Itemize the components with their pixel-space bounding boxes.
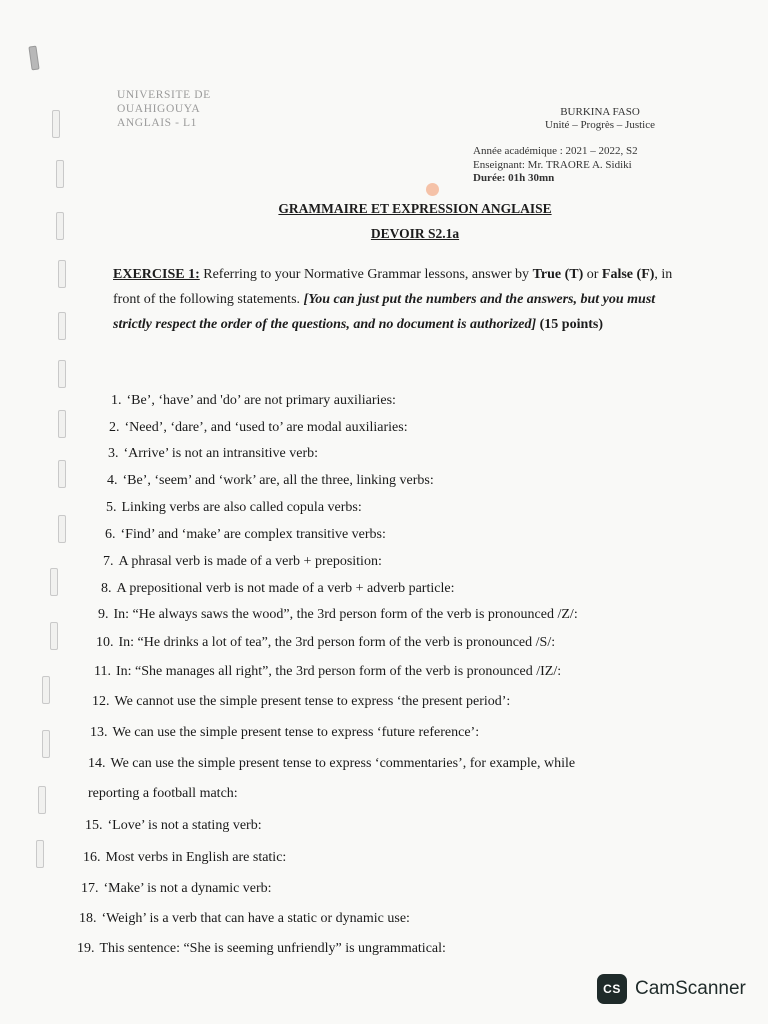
binding-hole <box>56 160 64 188</box>
question-number: 19. <box>77 941 95 956</box>
question-number: 12. <box>92 694 110 709</box>
question-text-continued: reporting a football match: <box>88 786 238 801</box>
question-text: In: “He drinks a lot of tea”, the 3rd person form of the verb is pronounced /S/: <box>118 635 556 650</box>
question-number: 11. <box>94 664 111 679</box>
question-text: A phrasal verb is made of a verb + preposition: <box>118 554 382 569</box>
binding-hole <box>58 260 66 288</box>
exercise-text-2: or <box>583 267 602 282</box>
question-text: ‘Find’ and ‘make’ are complex transitive verbs: <box>120 527 386 542</box>
binding-hole <box>36 840 44 868</box>
question-number: 16. <box>83 850 101 865</box>
binding-hole <box>58 312 66 340</box>
question-text: In: “She manages all right”, the 3rd person form of the verb is pronounced /IZ/: <box>115 664 562 679</box>
stain-mark <box>426 183 439 196</box>
question-text: ‘Arrive’ is not an intransitive verb: <box>123 446 319 461</box>
question-text: A prepositional verb is not made of a verb + adverb particle: <box>116 581 455 596</box>
binding-hole <box>28 46 39 71</box>
exercise-points: (15 points) <box>536 317 604 332</box>
question-item <box>79 911 410 927</box>
question-number: 4. <box>107 473 118 488</box>
question-number: 13. <box>90 725 108 740</box>
question-text: ‘Need’, ‘dare’, and ‘used to’ are modal auxiliaries: <box>124 420 408 435</box>
question-item <box>111 393 396 409</box>
binding-hole <box>42 730 50 758</box>
question-item <box>90 725 479 741</box>
question-number: 8. <box>101 581 112 596</box>
question-item <box>77 941 446 957</box>
question-item <box>96 635 555 651</box>
page-title: GRAMMAIRE ET EXPRESSION ANGLAISE <box>278 201 552 216</box>
question-text: We can use the simple present tense to express ‘commentaries’, for example, while <box>110 756 576 771</box>
question-text: Linking verbs are also called copula verbs: <box>121 500 362 515</box>
question-text: ‘Be’, ‘have’ and 'do’ are not primary auxiliaries: <box>126 393 396 408</box>
question-item <box>103 554 382 570</box>
binding-hole <box>58 460 66 488</box>
true-label: True (T) <box>532 267 584 282</box>
question-number: 1. <box>111 393 122 408</box>
country-motto: Unité – Progrès – Justice <box>545 119 655 131</box>
question-text: Most verbs in English are static: <box>105 850 287 865</box>
country-block <box>520 106 680 132</box>
binding-hole <box>50 622 58 650</box>
university-line-3: ANGLAIS - L1 <box>117 117 198 129</box>
teacher-name: Enseignant: Mr. TRAORE A. Sidiki <box>473 158 632 171</box>
question-item <box>92 694 510 710</box>
question-number: 10. <box>96 635 114 650</box>
camscanner-label: CamScanner <box>635 978 746 999</box>
question-item <box>101 581 454 597</box>
university-line-1: UNIVERSITE DE <box>117 89 211 101</box>
binding-hole <box>52 110 60 138</box>
question-number: 5. <box>106 500 117 515</box>
university-line-2: OUAHIGOUYA <box>117 103 201 115</box>
question-number: 14. <box>88 756 106 771</box>
false-label: False (F) <box>601 267 655 282</box>
exercise-text-1: Referring to your Normative Grammar lessons, answer by <box>199 267 533 282</box>
university-block <box>117 88 211 130</box>
exercise-text-3: , in front of the following statements. <box>113 267 673 307</box>
binding-hole <box>50 568 58 596</box>
question-text: We cannot use the simple present tense to express ‘the present period’: <box>114 694 511 709</box>
question-number: 7. <box>103 554 114 569</box>
question-text: In: “He always saws the wood”, the 3rd person form of the verb is pronounced /Z/: <box>113 607 578 622</box>
exercise-label: EXERCISE 1: <box>113 267 200 282</box>
binding-hole <box>56 212 64 240</box>
exercise-instructions: [You can just put the numbers and the answers, but you must strictly respect the order of the questions, and no document is authorized] <box>113 292 656 332</box>
exercise-intro <box>113 262 688 337</box>
question-item <box>81 881 272 897</box>
question-text: ‘Be’, ‘seem’ and ‘work’ are, all the three, linking verbs: <box>122 473 434 488</box>
camscanner-watermark <box>597 974 746 1004</box>
question-number: 2. <box>109 420 120 435</box>
academic-info <box>473 145 638 186</box>
question-item <box>88 756 576 801</box>
binding-hole <box>58 515 66 543</box>
binding-hole <box>38 786 46 814</box>
exam-duration: Durée: 01h 30mn <box>473 172 555 184</box>
question-item <box>85 818 262 834</box>
question-item <box>98 607 578 623</box>
question-item <box>106 500 362 516</box>
question-item <box>107 473 434 489</box>
question-number: 3. <box>108 446 119 461</box>
question-item <box>83 850 286 866</box>
question-text: ‘Weigh’ is a verb that can have a static or dynamic use: <box>101 911 410 926</box>
question-number: 17. <box>81 881 99 896</box>
question-number: 18. <box>79 911 97 926</box>
page-subtitle: DEVOIR S2.1a <box>370 226 460 241</box>
camscanner-logo-icon: CS <box>597 974 627 1004</box>
question-item <box>108 446 318 462</box>
binding-hole <box>42 676 50 704</box>
question-text: ‘Love’ is not a stating verb: <box>107 818 262 833</box>
question-text: We can use the simple present tense to express ‘future reference’: <box>112 725 480 740</box>
question-text: This sentence: “She is seeming unfriendly” is ungrammatical: <box>99 941 446 956</box>
academic-year: Année académique : 2021 – 2022, S2 <box>473 145 638 157</box>
binding-hole <box>58 410 66 438</box>
question-number: 6. <box>105 527 116 542</box>
country-name: BURKINA FASO <box>560 106 640 118</box>
question-item <box>94 664 561 680</box>
binding-holes <box>28 40 88 980</box>
question-text: ‘Make’ is not a dynamic verb: <box>103 881 272 896</box>
question-item <box>105 527 386 543</box>
binding-hole <box>58 360 66 388</box>
question-number: 15. <box>85 818 103 833</box>
question-item <box>109 420 408 436</box>
question-number: 9. <box>98 607 109 622</box>
